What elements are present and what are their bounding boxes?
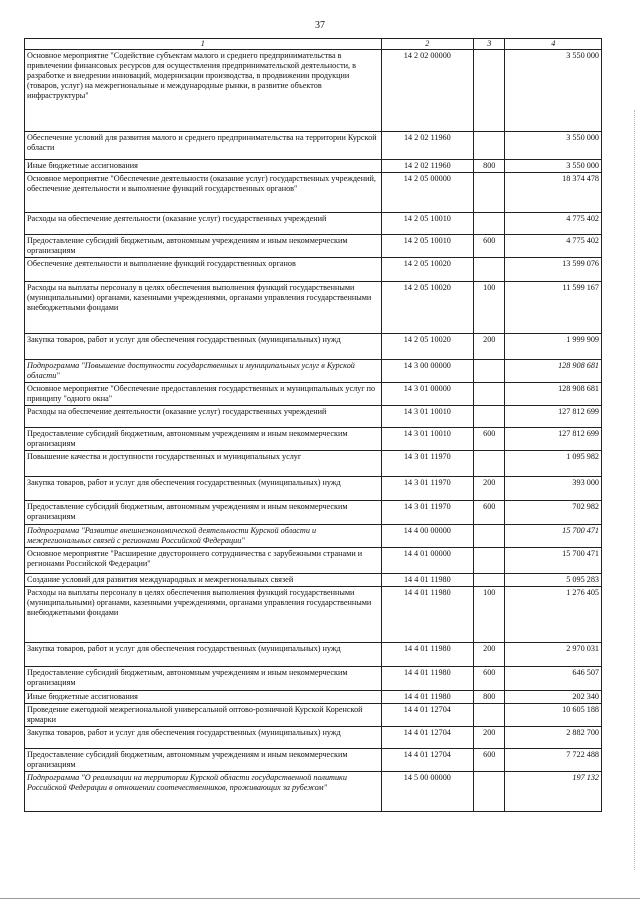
row-expense-type bbox=[474, 574, 505, 587]
row-expense-type bbox=[474, 258, 505, 282]
table-row bbox=[25, 50, 602, 132]
row-description: Предоставление субсидий бюджетным, автономным учреждениям и иным некоммерческим организациям bbox=[25, 235, 382, 258]
row-code: 14 4 01 11980 bbox=[381, 667, 473, 691]
row-code: 14 4 01 11980 bbox=[381, 643, 473, 667]
row-sum: 4 775 402 bbox=[505, 235, 602, 258]
row-sum: 127 812 699 bbox=[505, 428, 602, 451]
table-row bbox=[25, 548, 602, 574]
row-sum: 2 882 700 bbox=[505, 727, 602, 749]
table-row bbox=[25, 160, 602, 173]
row-description: Предоставление субсидий бюджетным, автономным учреждениям и иным некоммерческим организациям bbox=[25, 749, 382, 772]
table-row bbox=[25, 727, 602, 749]
row-description: Закупка товаров, работ и услуг для обеспечения государственных (муниципальных) нужд bbox=[25, 643, 382, 667]
row-code: 14 4 01 11980 bbox=[381, 574, 473, 587]
table-header-row bbox=[25, 39, 602, 50]
table-row bbox=[25, 525, 602, 548]
table-row bbox=[25, 360, 602, 383]
row-expense-type bbox=[474, 213, 505, 235]
row-sum: 3 550 000 bbox=[505, 160, 602, 173]
row-description: Предоставление субсидий бюджетным, автономным учреждениям и иным некоммерческим организациям bbox=[25, 667, 382, 691]
row-sum: 1 095 982 bbox=[505, 451, 602, 477]
table-row bbox=[25, 749, 602, 772]
row-expense-type: 200 bbox=[474, 643, 505, 667]
row-description: Обеспечение условий для развития малого и среднего предпринимательства на территории Курской области bbox=[25, 132, 382, 160]
row-sum: 3 550 000 bbox=[505, 50, 602, 132]
row-expense-type: 600 bbox=[474, 501, 505, 525]
row-expense-type: 200 bbox=[474, 334, 505, 360]
row-sum: 202 340 bbox=[505, 691, 602, 704]
row-sum: 127 812 699 bbox=[505, 406, 602, 428]
row-sum: 4 775 402 bbox=[505, 213, 602, 235]
row-code: 14 4 01 12704 bbox=[381, 749, 473, 772]
row-expense-type: 800 bbox=[474, 691, 505, 704]
row-code: 14 5 00 00000 bbox=[381, 772, 473, 812]
row-code: 14 2 05 10010 bbox=[381, 235, 473, 258]
row-expense-type bbox=[474, 406, 505, 428]
row-expense-type bbox=[474, 548, 505, 574]
row-sum: 18 374 478 bbox=[505, 173, 602, 213]
table-row bbox=[25, 704, 602, 727]
row-code: 14 3 01 11970 bbox=[381, 501, 473, 525]
row-description: Создание условий для развития международных и межрегиональных связей bbox=[25, 574, 382, 587]
row-code: 14 2 05 10020 bbox=[381, 258, 473, 282]
row-description: Иные бюджетные ассигнования bbox=[25, 691, 382, 704]
table-row bbox=[25, 428, 602, 451]
budget-table bbox=[24, 38, 602, 812]
row-expense-type bbox=[474, 50, 505, 132]
table-body bbox=[25, 50, 602, 812]
row-code: 14 4 01 12704 bbox=[381, 704, 473, 727]
table-row bbox=[25, 477, 602, 501]
row-expense-type: 600 bbox=[474, 428, 505, 451]
row-code: 14 3 01 11970 bbox=[381, 451, 473, 477]
row-description: Повышение качества и доступности государственных и муниципальных услуг bbox=[25, 451, 382, 477]
table-row bbox=[25, 383, 602, 406]
row-expense-type bbox=[474, 360, 505, 383]
row-description: Иные бюджетные ассигнования bbox=[25, 160, 382, 173]
row-description: Предоставление субсидий бюджетным, автономным учреждениям и иным некоммерческим организациям bbox=[25, 428, 382, 451]
row-description: Подпрограмма "Повышение доступности государственных и муниципальных услуг в Курской области" bbox=[25, 360, 382, 383]
row-code: 14 2 05 10020 bbox=[381, 334, 473, 360]
row-description: Расходы на обеспечение деятельности (оказание услуг) государственных учреждений bbox=[25, 213, 382, 235]
row-expense-type: 600 bbox=[474, 667, 505, 691]
row-code: 14 4 01 00000 bbox=[381, 548, 473, 574]
row-description: Расходы на выплаты персоналу в целях обеспечения выполнения функций государственными (муниципальными) органами, казенными учреждениями, органами управления государственными внебюджетными фондами bbox=[25, 282, 382, 334]
row-code: 14 3 00 00000 bbox=[381, 360, 473, 383]
row-expense-type bbox=[474, 704, 505, 727]
row-expense-type bbox=[474, 525, 505, 548]
row-description: Расходы на выплаты персоналу в целях обеспечения выполнения функций государственными (муниципальными) органами, казенными учреждениями, органами управления государственными внебюджетными фондами bbox=[25, 587, 382, 643]
row-sum: 15 700 471 bbox=[505, 548, 602, 574]
row-expense-type bbox=[474, 451, 505, 477]
row-expense-type: 600 bbox=[474, 749, 505, 772]
scan-edge-line bbox=[634, 110, 636, 870]
row-sum: 1 276 405 bbox=[505, 587, 602, 643]
row-description: Предоставление субсидий бюджетным, автономным учреждениям и иным некоммерческим организациям bbox=[25, 501, 382, 525]
table-row bbox=[25, 334, 602, 360]
row-description: Основное мероприятие "Содействие субъектам малого и среднего предпринимательства в привлечении финансовых ресурсов для осуществления предпринимательской деятельности, в разработке и внедрении инноваций, модернизации производства, в продвижении продукции (товаров, услуг) на межрегиональные и международные рынки, в развитие объектов инфраструктуры" bbox=[25, 50, 382, 132]
row-description: Расходы на обеспечение деятельности (оказание услуг) государственных учреждений bbox=[25, 406, 382, 428]
row-description: Закупка товаров, работ и услуг для обеспечения государственных (муниципальных) нужд bbox=[25, 477, 382, 501]
row-code: 14 4 00 00000 bbox=[381, 525, 473, 548]
row-sum: 13 599 076 bbox=[505, 258, 602, 282]
table-row bbox=[25, 173, 602, 213]
row-sum: 702 982 bbox=[505, 501, 602, 525]
header-col-2: 2 bbox=[381, 39, 473, 50]
row-sum: 2 970 031 bbox=[505, 643, 602, 667]
page-number: 37 bbox=[315, 20, 325, 31]
row-sum: 128 908 681 bbox=[505, 383, 602, 406]
row-code: 14 2 05 10020 bbox=[381, 282, 473, 334]
table-row bbox=[25, 501, 602, 525]
row-description: Проведение ежегодной межрегиональной универсальной оптово-розничной Курской Коренской ярмарки bbox=[25, 704, 382, 727]
row-expense-type: 100 bbox=[474, 587, 505, 643]
table-row bbox=[25, 667, 602, 691]
row-code: 14 2 02 11960 bbox=[381, 160, 473, 173]
row-description: Подпрограмма "О реализации на территории Курской области государственной политики Российской Федерации в отношении соотечественников, проживающих за рубежом" bbox=[25, 772, 382, 812]
header-col-1: 1 bbox=[25, 39, 382, 50]
row-sum: 646 507 bbox=[505, 667, 602, 691]
row-code: 14 2 02 11960 bbox=[381, 132, 473, 160]
header-col-4: 4 bbox=[505, 39, 602, 50]
row-code: 14 2 05 10010 bbox=[381, 213, 473, 235]
row-sum: 10 605 188 bbox=[505, 704, 602, 727]
table-row bbox=[25, 406, 602, 428]
row-description: Основное мероприятие "Расширение двустороннего сотрудничества с зарубежными странами и регионами Российской Федерации" bbox=[25, 548, 382, 574]
row-description: Основное мероприятие "Обеспечение предоставления государственных и муниципальных услуг по принципу "одного окна" bbox=[25, 383, 382, 406]
table-row bbox=[25, 282, 602, 334]
row-description: Подпрограмма "Развитие внешнеэкономической деятельности Курской области и межрегиональных связей с регионами Российской Федерации" bbox=[25, 525, 382, 548]
row-description: Основное мероприятие "Обеспечение деятельности (оказание услуг) государственных учреждений, обеспечение деятельности и выполнение функций государственных органов" bbox=[25, 173, 382, 213]
row-code: 14 3 01 00000 bbox=[381, 383, 473, 406]
row-sum: 5 095 283 bbox=[505, 574, 602, 587]
row-sum: 393 000 bbox=[505, 477, 602, 501]
row-sum: 11 599 167 bbox=[505, 282, 602, 334]
row-code: 14 3 01 10010 bbox=[381, 406, 473, 428]
table-row bbox=[25, 451, 602, 477]
row-code: 14 4 01 11980 bbox=[381, 691, 473, 704]
row-code: 14 2 05 00000 bbox=[381, 173, 473, 213]
row-expense-type: 200 bbox=[474, 477, 505, 501]
row-description: Закупка товаров, работ и услуг для обеспечения государственных (муниципальных) нужд bbox=[25, 727, 382, 749]
row-sum: 15 700 471 bbox=[505, 525, 602, 548]
header-col-3: 3 bbox=[474, 39, 505, 50]
table-row bbox=[25, 258, 602, 282]
row-code: 14 4 01 12704 bbox=[381, 727, 473, 749]
row-sum: 1 999 909 bbox=[505, 334, 602, 360]
table-row bbox=[25, 772, 602, 812]
table-row bbox=[25, 132, 602, 160]
table-row bbox=[25, 574, 602, 587]
row-description: Закупка товаров, работ и услуг для обеспечения государственных (муниципальных) нужд bbox=[25, 334, 382, 360]
row-expense-type bbox=[474, 173, 505, 213]
table-row bbox=[25, 691, 602, 704]
row-code: 14 3 01 11970 bbox=[381, 477, 473, 501]
row-code: 14 4 01 11980 bbox=[381, 587, 473, 643]
row-sum: 7 722 488 bbox=[505, 749, 602, 772]
row-expense-type bbox=[474, 132, 505, 160]
row-expense-type bbox=[474, 383, 505, 406]
row-code: 14 3 01 10010 bbox=[381, 428, 473, 451]
row-sum: 128 908 681 bbox=[505, 360, 602, 383]
row-code: 14 2 02 00000 bbox=[381, 50, 473, 132]
table-row bbox=[25, 235, 602, 258]
scan-bottom-rule bbox=[0, 898, 640, 899]
row-expense-type: 200 bbox=[474, 727, 505, 749]
row-sum: 197 132 bbox=[505, 772, 602, 812]
row-description: Обеспечение деятельности и выполнение функций государственных органов bbox=[25, 258, 382, 282]
row-expense-type bbox=[474, 772, 505, 812]
table-row bbox=[25, 643, 602, 667]
table-row bbox=[25, 213, 602, 235]
row-expense-type: 100 bbox=[474, 282, 505, 334]
table-row bbox=[25, 587, 602, 643]
row-sum: 3 550 000 bbox=[505, 132, 602, 160]
row-expense-type: 600 bbox=[474, 235, 505, 258]
row-expense-type: 800 bbox=[474, 160, 505, 173]
